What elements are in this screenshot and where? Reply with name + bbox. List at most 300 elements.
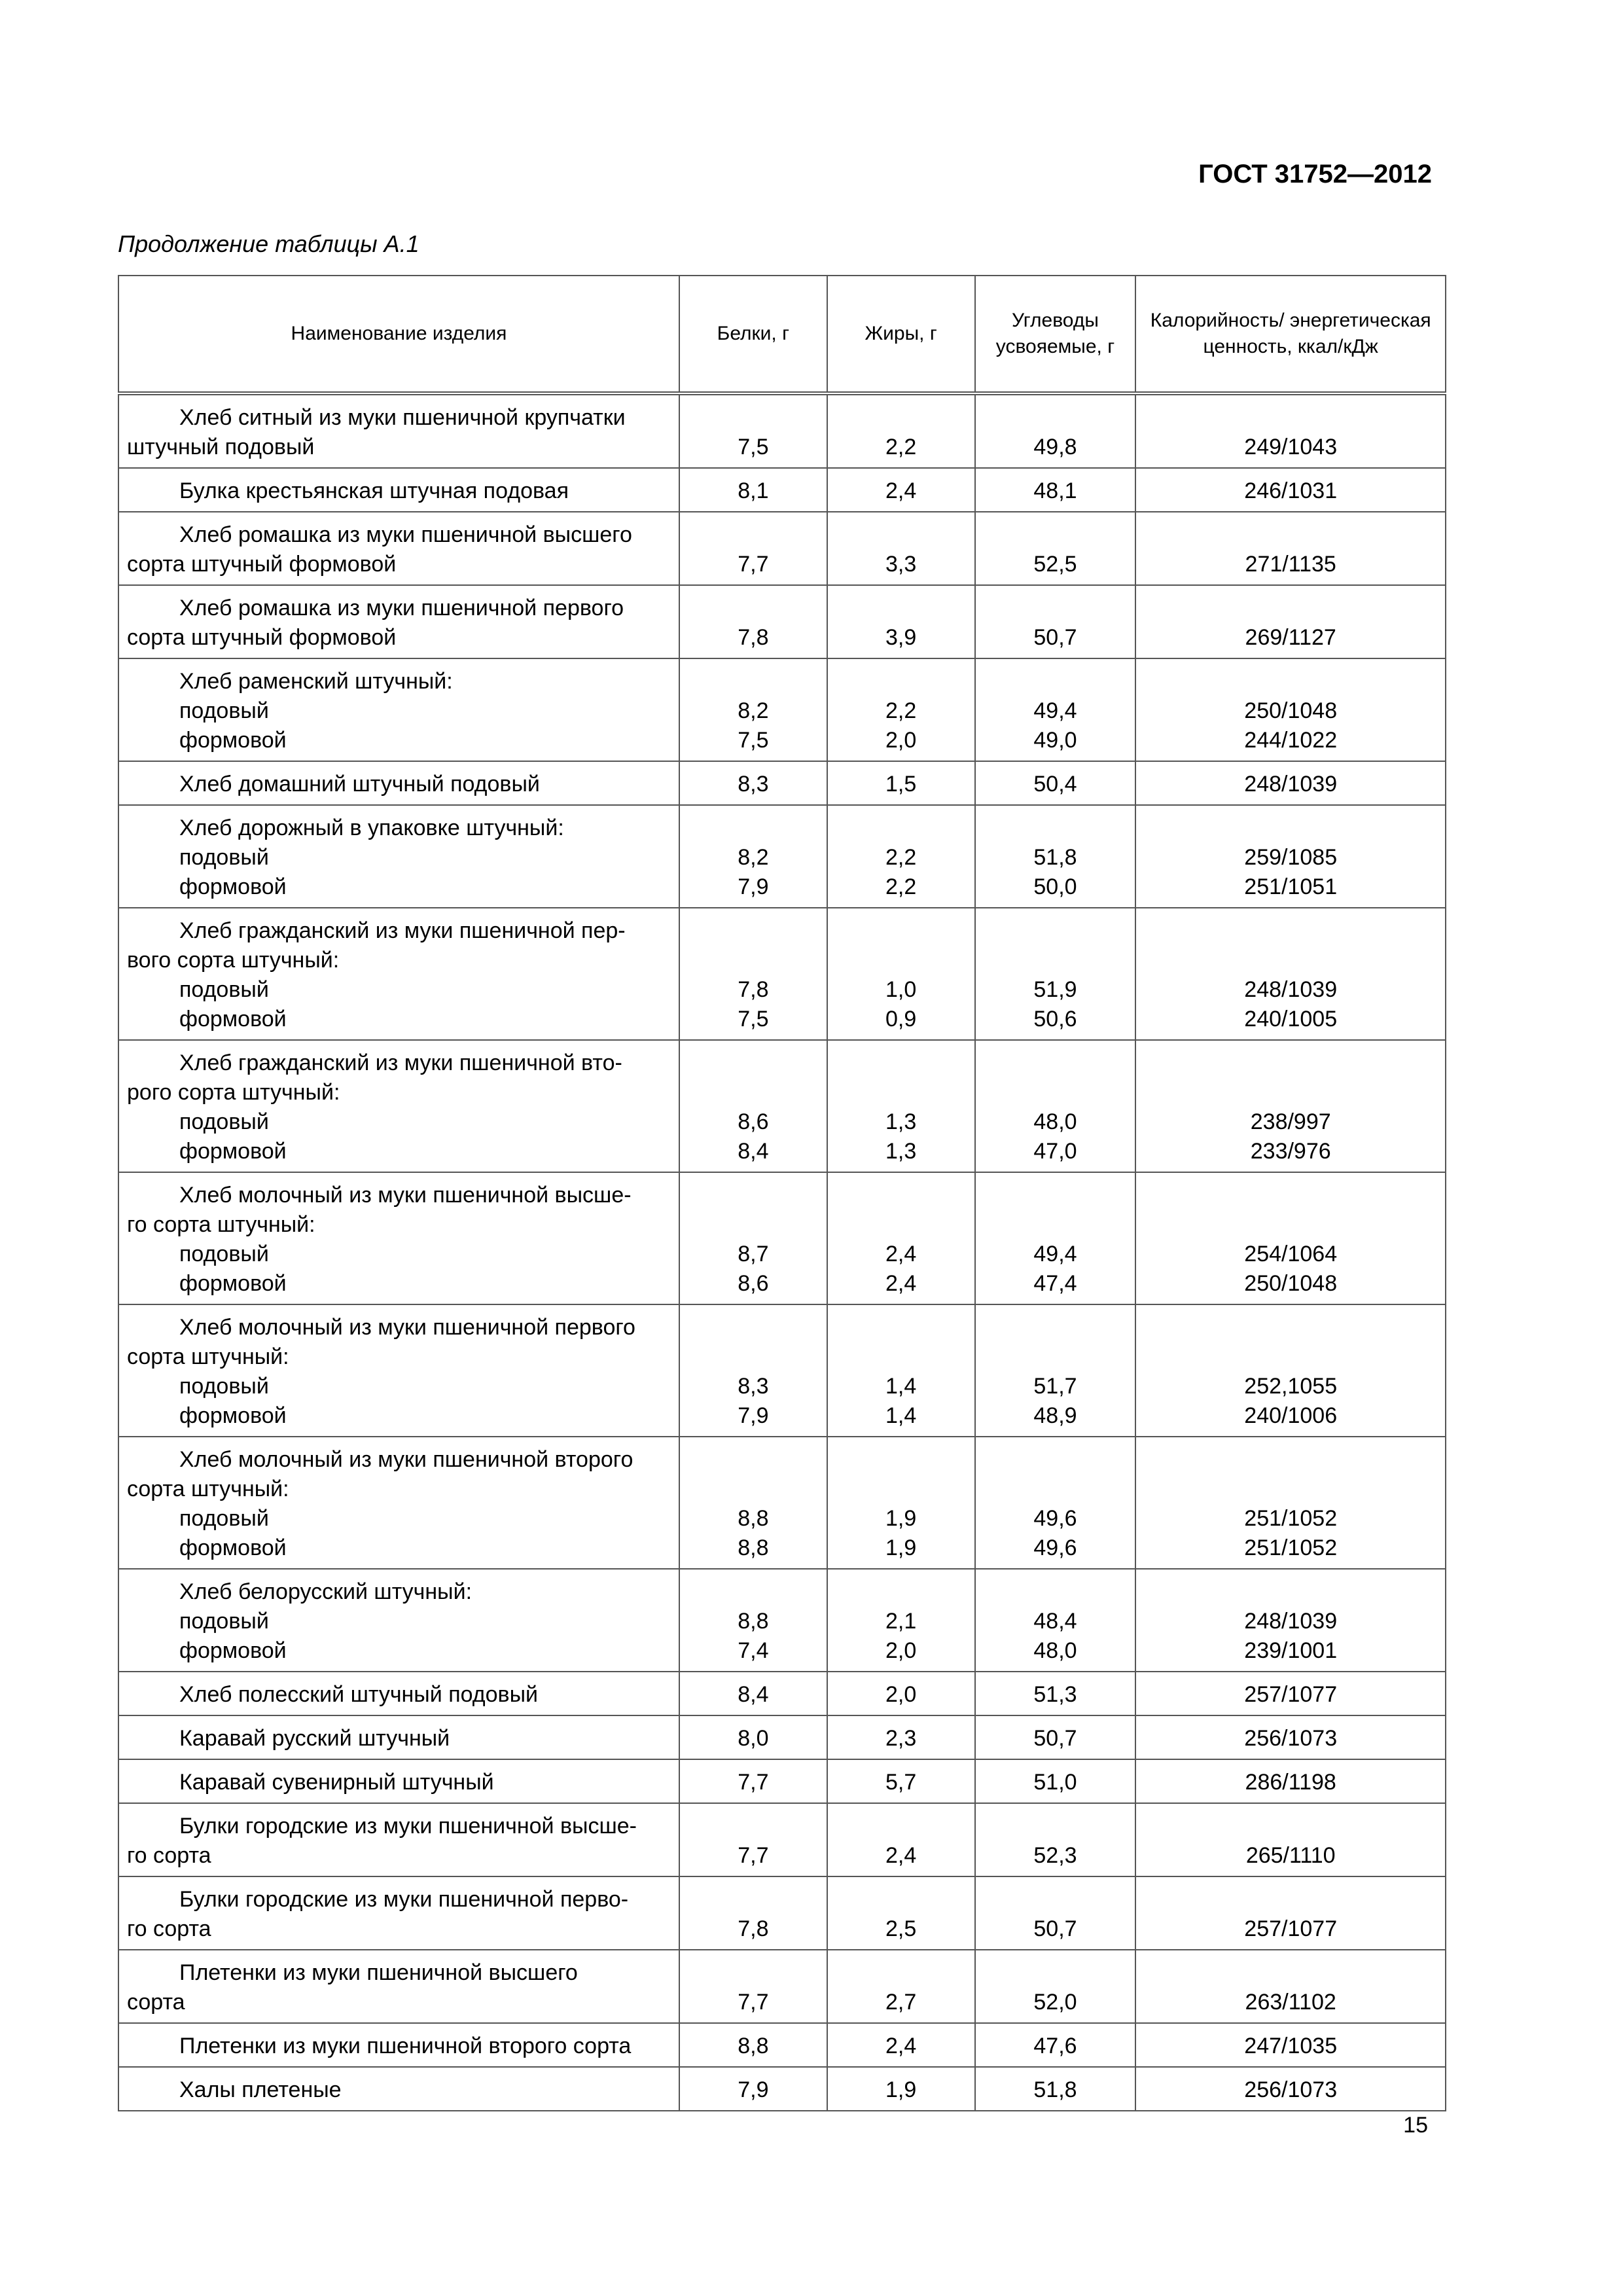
energy-cell bbox=[1135, 1672, 1446, 1715]
protein-cell bbox=[679, 908, 827, 1040]
protein-cell bbox=[679, 761, 827, 805]
column-header-name: Наименование изделия bbox=[118, 276, 679, 393]
product-name-cell bbox=[118, 908, 679, 1040]
carbs-cell bbox=[975, 468, 1136, 512]
energy-cell bbox=[1135, 1715, 1446, 1759]
carbs-cell bbox=[975, 1569, 1136, 1672]
value: 263/1102 bbox=[1245, 1990, 1336, 2015]
protein-cell bbox=[679, 1304, 827, 1437]
product-name-line: формовой bbox=[179, 1007, 287, 1031]
product-name-cell bbox=[118, 1715, 679, 1759]
table-row bbox=[118, 1569, 1446, 1672]
value: 2,2 bbox=[885, 845, 917, 870]
value: 259/1085 bbox=[1244, 845, 1338, 870]
value: 7,8 bbox=[738, 1916, 769, 1941]
value: 49,8 bbox=[1033, 435, 1077, 459]
product-name-line: Хлеб молочный из муки пшеничной высше- bbox=[179, 1183, 632, 1208]
fat-cell bbox=[827, 585, 975, 658]
product-name-line: го сорта штучный: bbox=[127, 1212, 315, 1237]
carbs-cell bbox=[975, 1759, 1136, 1803]
value: 248/1039 bbox=[1244, 772, 1338, 797]
product-name-line: Хлеб ромашка из муки пшеничной высшего bbox=[179, 522, 632, 547]
column-header-protein: Белки, г bbox=[679, 276, 827, 393]
product-name-cell bbox=[118, 1304, 679, 1437]
value: 8,6 bbox=[738, 1109, 769, 1134]
value: 8,1 bbox=[738, 478, 769, 503]
product-name-line: формовой bbox=[179, 728, 287, 753]
fat-cell bbox=[827, 1672, 975, 1715]
energy-cell bbox=[1135, 1759, 1446, 1803]
fat-cell bbox=[827, 658, 975, 761]
value: 286/1198 bbox=[1245, 1770, 1336, 1795]
protein-cell bbox=[679, 1040, 827, 1172]
value: 1,9 bbox=[885, 1506, 917, 1531]
protein-cell bbox=[679, 585, 827, 658]
product-name-line: подовый bbox=[179, 845, 269, 870]
product-name-line: сорта штучный формовой bbox=[127, 625, 397, 650]
product-name-line: подовый bbox=[179, 1242, 269, 1266]
energy-cell bbox=[1135, 1304, 1446, 1437]
table-row bbox=[118, 585, 1446, 658]
protein-cell bbox=[679, 1569, 827, 1672]
carbs-cell bbox=[975, 1715, 1136, 1759]
carbs-cell bbox=[975, 1437, 1136, 1569]
product-name-line: Булки городские из муки пшеничной перво- bbox=[179, 1887, 629, 1912]
value: 47,0 bbox=[1033, 1139, 1077, 1164]
fat-cell bbox=[827, 1759, 975, 1803]
column-header-fat: Жиры, г bbox=[827, 276, 975, 393]
table-row bbox=[118, 1759, 1446, 1803]
value: 49,4 bbox=[1033, 698, 1077, 723]
protein-cell bbox=[679, 1437, 827, 1569]
product-name-cell bbox=[118, 1672, 679, 1715]
product-name-cell bbox=[118, 1803, 679, 1876]
carbs-cell bbox=[975, 1876, 1136, 1950]
energy-cell bbox=[1135, 805, 1446, 908]
product-name-line: вого сорта штучный: bbox=[127, 948, 340, 973]
fat-cell bbox=[827, 805, 975, 908]
fat-cell bbox=[827, 2023, 975, 2067]
fat-cell bbox=[827, 1172, 975, 1304]
energy-cell bbox=[1135, 1803, 1446, 1876]
value: 2,4 bbox=[885, 478, 917, 503]
value: 8,8 bbox=[738, 2034, 769, 2058]
value: 51,7 bbox=[1033, 1374, 1077, 1399]
energy-cell bbox=[1135, 761, 1446, 805]
value: 47,4 bbox=[1033, 1271, 1077, 1296]
value: 247/1035 bbox=[1244, 2034, 1338, 2058]
value: 248/1039 bbox=[1244, 977, 1338, 1002]
energy-cell bbox=[1135, 1172, 1446, 1304]
value: 7,9 bbox=[738, 874, 769, 899]
value: 8,8 bbox=[738, 1535, 769, 1560]
value: 249/1043 bbox=[1244, 435, 1338, 459]
product-name-line: подовый bbox=[179, 1109, 269, 1134]
protein-cell bbox=[679, 1950, 827, 2023]
product-name-line: сорта штучный: bbox=[127, 1344, 289, 1369]
value: 250/1048 bbox=[1244, 1271, 1338, 1296]
fat-cell bbox=[827, 1803, 975, 1876]
protein-cell bbox=[679, 1172, 827, 1304]
column-header-carbs: Углеводы усвояемые, г bbox=[975, 276, 1136, 393]
value: 7,4 bbox=[738, 1638, 769, 1663]
value: 271/1135 bbox=[1245, 552, 1336, 577]
carbs-cell bbox=[975, 585, 1136, 658]
value: 2,0 bbox=[885, 1682, 917, 1707]
value: 7,5 bbox=[738, 435, 769, 459]
product-name-cell bbox=[118, 2067, 679, 2111]
value: 238/997 bbox=[1250, 1109, 1331, 1134]
table-row bbox=[118, 805, 1446, 908]
product-name-cell bbox=[118, 393, 679, 468]
value: 48,4 bbox=[1033, 1609, 1077, 1634]
product-name-cell bbox=[118, 2023, 679, 2067]
value: 1,3 bbox=[885, 1139, 917, 1164]
product-name-line: сорта штучный формовой bbox=[127, 552, 397, 577]
value: 1,9 bbox=[885, 2077, 917, 2102]
value: 2,2 bbox=[885, 698, 917, 723]
table-row bbox=[118, 1672, 1446, 1715]
value: 7,8 bbox=[738, 977, 769, 1002]
product-name-line: Каравай русский штучный bbox=[179, 1726, 450, 1751]
product-name-line: подовый bbox=[179, 1374, 269, 1399]
carbs-cell bbox=[975, 1304, 1136, 1437]
value: 2,4 bbox=[885, 2034, 917, 2058]
product-name-line: Хлеб домашний штучный подовый bbox=[179, 772, 540, 797]
value: 251/1052 bbox=[1244, 1535, 1338, 1560]
energy-cell bbox=[1135, 1040, 1446, 1172]
table-row bbox=[118, 1803, 1446, 1876]
value: 2,4 bbox=[885, 1843, 917, 1868]
product-name-line: Хлеб дорожный в упаковке штучный: bbox=[179, 816, 564, 840]
carbs-cell bbox=[975, 1803, 1136, 1876]
value: 51,3 bbox=[1033, 1682, 1077, 1707]
value: 8,8 bbox=[738, 1609, 769, 1634]
standard-designation: ГОСТ 31752—2012 bbox=[1198, 160, 1432, 188]
value: 1,9 bbox=[885, 1535, 917, 1560]
value: 48,0 bbox=[1033, 1109, 1077, 1134]
page-number: 15 bbox=[1403, 2113, 1428, 2138]
value: 51,8 bbox=[1033, 845, 1077, 870]
product-name-line: подовый bbox=[179, 1609, 269, 1634]
protein-cell bbox=[679, 2023, 827, 2067]
product-name-line: Хлеб белорусский штучный: bbox=[179, 1579, 473, 1604]
product-name-cell bbox=[118, 805, 679, 908]
product-name-cell bbox=[118, 585, 679, 658]
value: 48,0 bbox=[1033, 1638, 1077, 1663]
value: 8,7 bbox=[738, 1242, 769, 1266]
value: 48,9 bbox=[1033, 1403, 1077, 1428]
protein-cell bbox=[679, 1876, 827, 1950]
value: 51,0 bbox=[1033, 1770, 1077, 1795]
energy-cell bbox=[1135, 1437, 1446, 1569]
product-name-line: подовый bbox=[179, 977, 269, 1002]
protein-cell bbox=[679, 2067, 827, 2111]
value: 8,2 bbox=[738, 698, 769, 723]
protein-cell bbox=[679, 512, 827, 585]
product-name-cell bbox=[118, 512, 679, 585]
table-row bbox=[118, 1715, 1446, 1759]
value: 51,9 bbox=[1033, 977, 1077, 1002]
value: 8,0 bbox=[738, 1726, 769, 1751]
value: 49,0 bbox=[1033, 728, 1077, 753]
fat-cell bbox=[827, 1569, 975, 1672]
value: 269/1127 bbox=[1245, 625, 1336, 650]
value: 7,7 bbox=[738, 552, 769, 577]
value: 2,2 bbox=[885, 874, 917, 899]
product-name-line: Хлеб молочный из муки пшеничной второго bbox=[179, 1447, 633, 1472]
table-row bbox=[118, 658, 1446, 761]
product-name-cell bbox=[118, 1569, 679, 1672]
carbs-cell bbox=[975, 1672, 1136, 1715]
value: 50,6 bbox=[1033, 1007, 1077, 1031]
value: 48,1 bbox=[1033, 478, 1077, 503]
value: 8,2 bbox=[738, 845, 769, 870]
product-name-line: Хлеб ситный из муки пшеничной крупчатки bbox=[179, 405, 626, 430]
protein-cell bbox=[679, 468, 827, 512]
table-row bbox=[118, 1876, 1446, 1950]
value: 8,4 bbox=[738, 1139, 769, 1164]
value: 2,3 bbox=[885, 1726, 917, 1751]
table-header-row bbox=[118, 276, 1446, 393]
fat-cell bbox=[827, 761, 975, 805]
value: 49,6 bbox=[1033, 1535, 1077, 1560]
carbs-cell bbox=[975, 1172, 1136, 1304]
value: 8,6 bbox=[738, 1271, 769, 1296]
value: 7,5 bbox=[738, 728, 769, 753]
value: 50,7 bbox=[1033, 1726, 1077, 1751]
product-name-line: сорта штучный: bbox=[127, 1477, 289, 1501]
value: 251/1051 bbox=[1244, 874, 1338, 899]
product-name-cell bbox=[118, 658, 679, 761]
value: 256/1073 bbox=[1244, 2077, 1338, 2102]
value: 240/1005 bbox=[1244, 1007, 1338, 1031]
protein-cell bbox=[679, 1715, 827, 1759]
value: 251/1052 bbox=[1244, 1506, 1338, 1531]
product-name-line: сорта bbox=[127, 1990, 185, 2015]
value: 52,5 bbox=[1033, 552, 1077, 577]
carbs-cell bbox=[975, 2067, 1136, 2111]
value: 250/1048 bbox=[1244, 698, 1338, 723]
energy-cell bbox=[1135, 2023, 1446, 2067]
carbs-cell bbox=[975, 761, 1136, 805]
product-name-line: подовый bbox=[179, 698, 269, 723]
product-name-cell bbox=[118, 761, 679, 805]
product-name-line: Каравай сувенирный штучный bbox=[179, 1770, 494, 1795]
energy-cell bbox=[1135, 1950, 1446, 2023]
fat-cell bbox=[827, 512, 975, 585]
product-name-cell bbox=[118, 1437, 679, 1569]
value: 8,3 bbox=[738, 772, 769, 797]
value: 2,1 bbox=[885, 1609, 917, 1634]
value: 256/1073 bbox=[1244, 1726, 1338, 1751]
product-name-line: Хлеб молочный из муки пшеничной первого bbox=[179, 1315, 635, 1340]
product-name-line: формовой bbox=[179, 1139, 287, 1164]
value: 1,0 bbox=[885, 977, 917, 1002]
protein-cell bbox=[679, 805, 827, 908]
fat-cell bbox=[827, 468, 975, 512]
value: 3,3 bbox=[885, 552, 917, 577]
value: 52,0 bbox=[1033, 1990, 1077, 2015]
value: 7,9 bbox=[738, 1403, 769, 1428]
product-name-line: Халы плетеные bbox=[179, 2077, 342, 2102]
table-caption: Продолжение таблицы А.1 bbox=[118, 230, 419, 257]
value: 51,8 bbox=[1033, 2077, 1077, 2102]
value: 252,1055 bbox=[1244, 1374, 1338, 1399]
value: 7,7 bbox=[738, 1990, 769, 2015]
value: 254/1064 bbox=[1244, 1242, 1338, 1266]
fat-cell bbox=[827, 1715, 975, 1759]
product-name-line: го сорта bbox=[127, 1916, 211, 1941]
column-header-energy: Калорийность/ энергетическая ценность, ккал/кДж bbox=[1135, 276, 1446, 393]
value: 3,9 bbox=[885, 625, 917, 650]
carbs-cell bbox=[975, 1040, 1136, 1172]
table-row bbox=[118, 512, 1446, 585]
product-name-line: формовой bbox=[179, 1535, 287, 1560]
energy-cell bbox=[1135, 1876, 1446, 1950]
value: 49,4 bbox=[1033, 1242, 1077, 1266]
value: 8,3 bbox=[738, 1374, 769, 1399]
value: 2,4 bbox=[885, 1271, 917, 1296]
value: 50,7 bbox=[1033, 625, 1077, 650]
product-name-line: подовый bbox=[179, 1506, 269, 1531]
carbs-cell bbox=[975, 512, 1136, 585]
fat-cell bbox=[827, 908, 975, 1040]
protein-cell bbox=[679, 658, 827, 761]
fat-cell bbox=[827, 1876, 975, 1950]
value: 50,7 bbox=[1033, 1916, 1077, 1941]
table-row bbox=[118, 468, 1446, 512]
value: 47,6 bbox=[1033, 2034, 1077, 2058]
table-row bbox=[118, 1040, 1446, 1172]
carbs-cell bbox=[975, 2023, 1136, 2067]
fat-cell bbox=[827, 1040, 975, 1172]
carbs-cell bbox=[975, 658, 1136, 761]
carbs-cell bbox=[975, 393, 1136, 468]
value: 5,7 bbox=[885, 1770, 917, 1795]
energy-cell bbox=[1135, 585, 1446, 658]
energy-cell bbox=[1135, 2067, 1446, 2111]
energy-cell bbox=[1135, 1569, 1446, 1672]
product-name-line: Плетенки из муки пшеничной высшего bbox=[179, 1960, 578, 1985]
product-name-cell bbox=[118, 1040, 679, 1172]
product-name-line: Булка крестьянская штучная подовая bbox=[179, 478, 569, 503]
fat-cell bbox=[827, 1950, 975, 2023]
value: 7,8 bbox=[738, 625, 769, 650]
protein-cell bbox=[679, 393, 827, 468]
value: 257/1077 bbox=[1244, 1682, 1338, 1707]
fat-cell bbox=[827, 393, 975, 468]
product-name-line: формовой bbox=[179, 1271, 287, 1296]
value: 49,6 bbox=[1033, 1506, 1077, 1531]
energy-cell bbox=[1135, 658, 1446, 761]
value: 7,5 bbox=[738, 1007, 769, 1031]
value: 50,4 bbox=[1033, 772, 1077, 797]
energy-cell bbox=[1135, 468, 1446, 512]
value: 246/1031 bbox=[1244, 478, 1338, 503]
fat-cell bbox=[827, 2067, 975, 2111]
table-row bbox=[118, 908, 1446, 1040]
value: 233/976 bbox=[1250, 1139, 1331, 1164]
value: 248/1039 bbox=[1244, 1609, 1338, 1634]
product-name-line: Плетенки из муки пшеничной второго сорта bbox=[179, 2034, 632, 2058]
product-name-line: Хлеб гражданский из муки пшеничной вто- bbox=[179, 1050, 622, 1075]
table-row bbox=[118, 1172, 1446, 1304]
carbs-cell bbox=[975, 805, 1136, 908]
product-name-line: го сорта bbox=[127, 1843, 211, 1868]
product-name-cell bbox=[118, 1172, 679, 1304]
value: 50,0 bbox=[1033, 874, 1077, 899]
value: 7,9 bbox=[738, 2077, 769, 2102]
table-row bbox=[118, 1437, 1446, 1569]
fat-cell bbox=[827, 1437, 975, 1569]
value: 265/1110 bbox=[1245, 1843, 1336, 1868]
table-row bbox=[118, 2023, 1446, 2067]
protein-cell bbox=[679, 1803, 827, 1876]
fat-cell bbox=[827, 1304, 975, 1437]
product-name-line: Булки городские из муки пшеничной высше- bbox=[179, 1814, 637, 1839]
value: 8,4 bbox=[738, 1682, 769, 1707]
value: 2,0 bbox=[885, 728, 917, 753]
value: 240/1006 bbox=[1244, 1403, 1338, 1428]
value: 2,0 bbox=[885, 1638, 917, 1663]
product-name-cell bbox=[118, 468, 679, 512]
value: 1,4 bbox=[885, 1374, 917, 1399]
value: 257/1077 bbox=[1244, 1916, 1338, 1941]
product-name-line: штучный подовый bbox=[127, 435, 315, 459]
product-name-line: рого сорта штучный: bbox=[127, 1080, 340, 1105]
value: 0,9 bbox=[885, 1007, 917, 1031]
product-name-cell bbox=[118, 1759, 679, 1803]
product-name-line: Хлеб ромашка из муки пшеничной первого bbox=[179, 596, 624, 620]
energy-cell bbox=[1135, 908, 1446, 1040]
product-name-line: формовой bbox=[179, 1403, 287, 1428]
nutrition-table bbox=[118, 275, 1446, 2111]
value: 8,8 bbox=[738, 1506, 769, 1531]
table-row bbox=[118, 1950, 1446, 2023]
product-name-line: Хлеб гражданский из муки пшеничной пер- bbox=[179, 918, 626, 943]
table-row bbox=[118, 2067, 1446, 2111]
value: 1,3 bbox=[885, 1109, 917, 1134]
product-name-line: формовой bbox=[179, 874, 287, 899]
carbs-cell bbox=[975, 908, 1136, 1040]
value: 2,2 bbox=[885, 435, 917, 459]
table-row bbox=[118, 761, 1446, 805]
value: 7,7 bbox=[738, 1843, 769, 1868]
product-name-line: формовой bbox=[179, 1638, 287, 1663]
product-name-cell bbox=[118, 1876, 679, 1950]
protein-cell bbox=[679, 1759, 827, 1803]
value: 52,3 bbox=[1033, 1843, 1077, 1868]
value: 7,7 bbox=[738, 1770, 769, 1795]
protein-cell bbox=[679, 1672, 827, 1715]
value: 2,4 bbox=[885, 1242, 917, 1266]
value: 1,5 bbox=[885, 772, 917, 797]
table-row bbox=[118, 393, 1446, 468]
energy-cell bbox=[1135, 512, 1446, 585]
value: 2,5 bbox=[885, 1916, 917, 1941]
product-name-line: Хлеб полесский штучный подовый bbox=[179, 1682, 539, 1707]
carbs-cell bbox=[975, 1950, 1136, 2023]
energy-cell bbox=[1135, 393, 1446, 468]
value: 2,7 bbox=[885, 1990, 917, 2015]
value: 1,4 bbox=[885, 1403, 917, 1428]
value: 244/1022 bbox=[1244, 728, 1338, 753]
value: 239/1001 bbox=[1244, 1638, 1338, 1663]
table-row bbox=[118, 1304, 1446, 1437]
product-name-line: Хлеб раменский штучный: bbox=[179, 669, 453, 694]
product-name-cell bbox=[118, 1950, 679, 2023]
